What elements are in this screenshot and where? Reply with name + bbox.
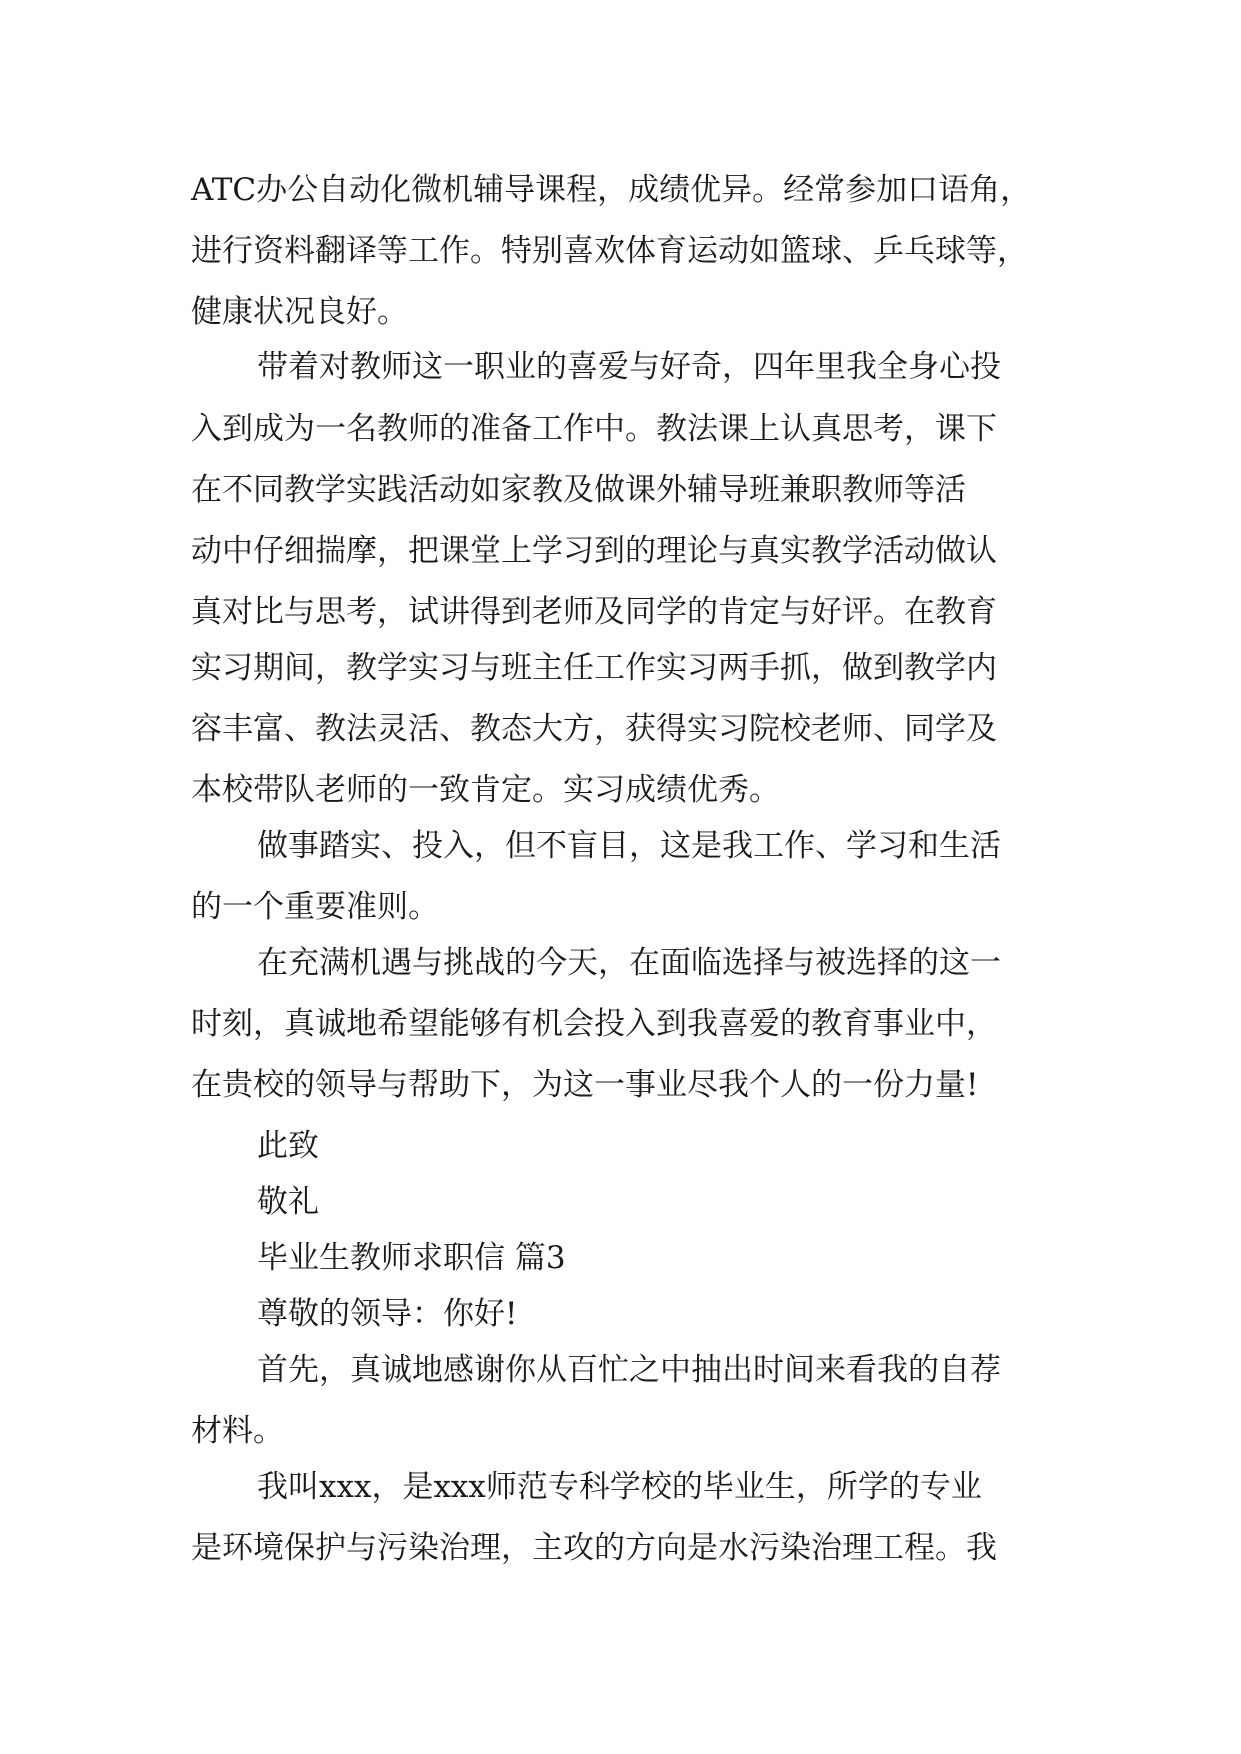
paragraph-start-line: 在充满机遇与挑战的今天，在面临选择与被选择的这一 <box>257 945 1001 981</box>
text-line: 的一个重要准则。 <box>191 889 439 925</box>
greeting-line: 尊敬的领导：你好! <box>257 1296 518 1332</box>
text-line: ATC办公自动化微机辅导课程，成绩优异。经常参加口语角， <box>191 172 1032 208</box>
paragraph-start-line: 首先，真诚地感谢你从百忙之中抽出时间来看我的自荐 <box>257 1352 1001 1388</box>
text-line: 材料。 <box>191 1413 284 1449</box>
salutation-line: 敬礼 <box>257 1184 319 1220</box>
closing-line: 此致 <box>257 1128 319 1164</box>
text-line: 容丰富、教法灵活、教态大方，获得实习院校老师、同学及 <box>191 711 997 747</box>
section-heading: 毕业生教师求职信 篇3 <box>257 1240 566 1276</box>
text-line: 本校带队老师的一致肯定。实习成绩优秀。 <box>191 772 780 808</box>
text-line: 真对比与思考，试讲得到老师及同学的肯定与好评。在教育 <box>191 594 997 630</box>
paragraph-start-line: 带着对教师这一职业的喜爱与好奇，四年里我全身心投 <box>257 349 1001 385</box>
paragraph-start-line: 我叫xxx，是xxx师范专科学校的毕业生，所学的专业 <box>257 1469 982 1505</box>
text-line: 是环境保护与污染治理，主攻的方向是水污染治理工程。我 <box>191 1530 997 1566</box>
text-line: 在不同教学实践活动如家教及做课外辅导班兼职教师等活 <box>191 472 966 508</box>
text-line: 进行资料翻译等工作。特别喜欢体育运动如篮球、乒乓球等， <box>191 233 1028 269</box>
text-line: 入到成为一名教师的准备工作中。教法课上认真思考，课下 <box>191 411 997 447</box>
paragraph-start-line: 做事踏实、投入，但不盲目，这是我工作、学习和生活 <box>257 828 1001 864</box>
text-line: 在贵校的领导与帮助下，为这一事业尽我个人的一份力量! <box>191 1067 979 1103</box>
text-line: 健康状况良好。 <box>191 294 408 330</box>
text-line: 实习期间，教学实习与班主任工作实习两手抓，做到教学内 <box>191 650 997 686</box>
text-line: 时刻，真诚地希望能够有机会投入到我喜爱的教育事业中， <box>191 1006 997 1042</box>
text-line: 动中仔细揣摩，把课堂上学习到的理论与真实教学活动做认 <box>191 533 997 569</box>
